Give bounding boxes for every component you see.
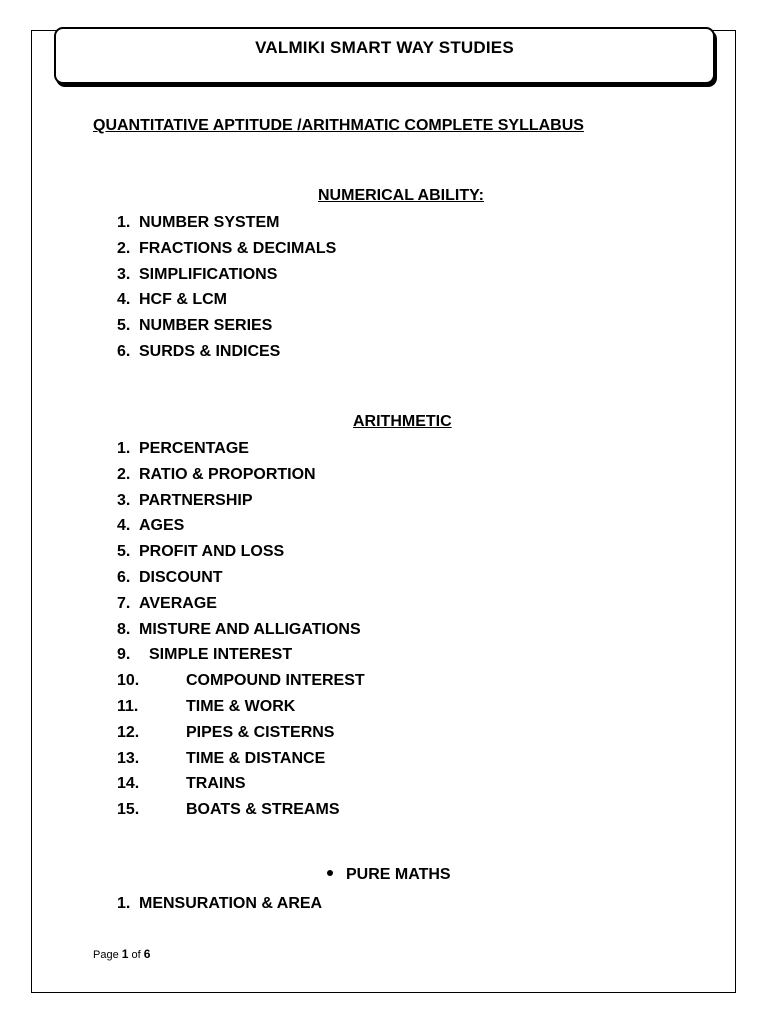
list-item — [117, 591, 365, 617]
bullet-icon — [327, 870, 333, 876]
list-item-text: HCF & LCM — [139, 291, 227, 309]
list-item-number: 3. — [117, 265, 131, 283]
numerical-ability-heading: NUMERICAL ABILITY: — [318, 187, 484, 204]
list-item-text: TIME & DISTANCE — [186, 749, 326, 767]
list-item-number: 7. — [117, 594, 131, 612]
list-item-text: TIME & WORK — [186, 697, 296, 715]
list-item — [117, 668, 365, 694]
list-item — [117, 462, 365, 488]
list-item-text: NUMBER SERIES — [139, 317, 273, 335]
list-item-text: PIPES & CISTERNS — [186, 723, 335, 741]
footer-page-current: 1 — [121, 947, 129, 961]
list-item-number: 2. — [117, 465, 131, 483]
list-item-number: 3. — [117, 491, 131, 509]
list-item — [117, 694, 365, 720]
list-item-number: 5. — [117, 317, 131, 335]
list-item — [117, 287, 336, 313]
list-item-number: 1. — [117, 895, 131, 912]
list-item-text: FRACTIONS & DECIMALS — [139, 239, 337, 257]
list-item-number: 6. — [117, 342, 131, 360]
document-title: QUANTITATIVE APTITUDE /ARITHMATIC COMPLETE SYLLABUS — [93, 117, 584, 134]
list-item-text: SURDS & INDICES — [139, 342, 281, 360]
list-item — [117, 565, 365, 591]
pure-maths-heading-row — [327, 866, 451, 884]
arithmetic-list — [117, 436, 365, 823]
list-item — [117, 642, 365, 668]
arithmetic-heading: ARITHMETIC — [353, 413, 452, 430]
list-item-number: 13. — [117, 749, 140, 767]
list-item-text: RATIO & PROPORTION — [139, 465, 316, 483]
list-item — [117, 746, 365, 772]
list-item-text: TRAINS — [186, 775, 246, 793]
list-item-text: AVERAGE — [139, 594, 217, 612]
list-item-text: AGES — [139, 517, 185, 535]
list-item-text: SIMPLE INTEREST — [149, 646, 293, 664]
list-item — [117, 617, 365, 643]
list-item-text: MISTURE AND ALLIGATIONS — [139, 620, 361, 638]
list-item-number: 10. — [117, 672, 140, 690]
list-item-text: PERCENTAGE — [139, 440, 249, 457]
list-item — [117, 539, 365, 565]
list-item — [117, 436, 365, 462]
list-item-text: MENSURATION & AREA — [139, 895, 323, 912]
list-item — [117, 891, 322, 917]
list-item-text: SIMPLIFICATIONS — [139, 265, 278, 283]
list-item-text: COMPOUND INTEREST — [186, 672, 365, 690]
list-item-number: 12. — [117, 723, 140, 741]
list-item-text: NUMBER SYSTEM — [139, 214, 280, 231]
list-item-number: 4. — [117, 291, 131, 309]
list-item-number: 4. — [117, 517, 131, 535]
list-item-number: 15. — [117, 801, 140, 819]
list-item — [117, 771, 365, 797]
list-item-number: 9. — [117, 646, 131, 664]
list-item-number: 8. — [117, 620, 131, 638]
list-item — [117, 488, 365, 514]
list-item — [117, 210, 336, 236]
list-item — [117, 339, 336, 365]
list-item — [117, 236, 336, 262]
list-item-text: PROFIT AND LOSS — [139, 543, 285, 561]
list-item-number: 2. — [117, 239, 131, 257]
list-item-number: 11. — [117, 697, 139, 715]
header-box — [54, 27, 715, 84]
list-item — [117, 720, 365, 746]
numerical-ability-list — [117, 210, 336, 365]
list-item — [117, 797, 365, 823]
list-item-number: 1. — [117, 440, 131, 457]
list-item — [117, 513, 365, 539]
list-item — [117, 262, 336, 288]
list-item-text: BOATS & STREAMS — [186, 801, 340, 819]
footer-of-word: of — [131, 949, 141, 961]
list-item-number: 6. — [117, 568, 131, 586]
list-item-number: 1. — [117, 214, 131, 231]
header-title: VALMIKI SMART WAY STUDIES — [255, 38, 514, 57]
footer-page-total: 6 — [143, 947, 151, 961]
pure-maths-list — [117, 891, 322, 917]
page-footer — [93, 947, 150, 961]
list-item-number: 5. — [117, 543, 131, 561]
list-item-number: 14. — [117, 775, 140, 793]
pure-maths-heading: PURE MATHS — [346, 866, 451, 883]
list-item — [117, 313, 336, 339]
footer-page-word: Page — [93, 949, 119, 961]
list-item-text: PARTNERSHIP — [139, 491, 253, 509]
list-item-text: DISCOUNT — [139, 568, 223, 586]
